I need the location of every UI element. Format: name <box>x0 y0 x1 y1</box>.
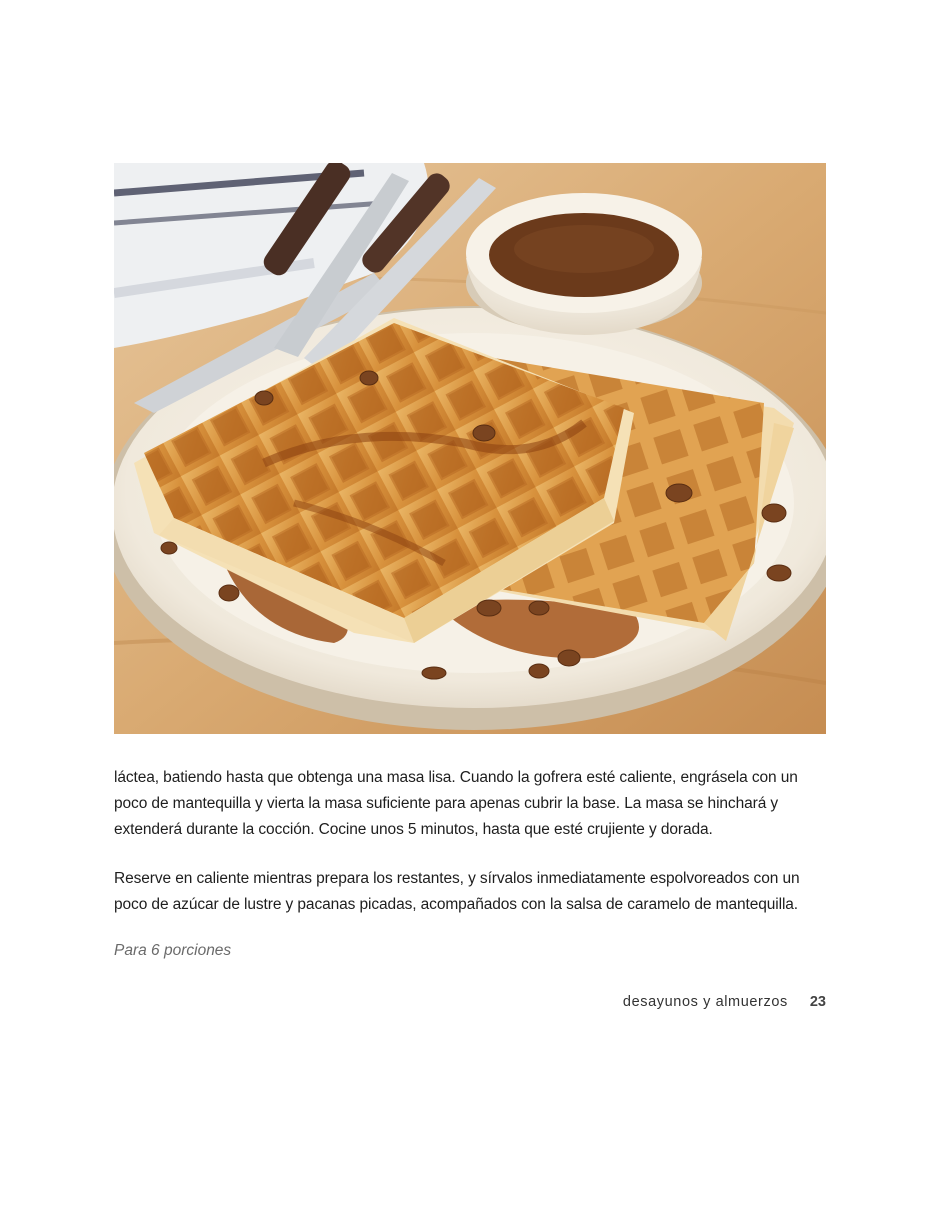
body-paragraph-2 <box>114 866 826 918</box>
page-footer <box>623 994 826 1010</box>
waffle-photo <box>114 163 826 734</box>
servings-note: Para 6 porciones <box>114 942 232 959</box>
paragraph-text: Reserve en caliente mientras prepara los restantes, y sírvalos inmediatamente espolvoreados con un poco de azúcar de lustre y pacanas picadas, acompañados con la salsa de caramelo de mantequilla. <box>114 870 800 913</box>
section-title: desayunos y almuerzos <box>622 994 788 1010</box>
paragraph-text: láctea, batiendo hasta que obtenga una masa lisa. Cuando la gofrera esté caliente, engrásela con un poco de mantequilla y vierta la masa suficiente para apenas cubrir la base. La masa se hinchará y extenderá durante la cocción. Cocine unos 5 minutos, hasta que esté crujiente y dorada. <box>114 769 798 838</box>
page-number: 23 <box>809 994 826 1010</box>
body-paragraph-1 <box>114 765 826 843</box>
